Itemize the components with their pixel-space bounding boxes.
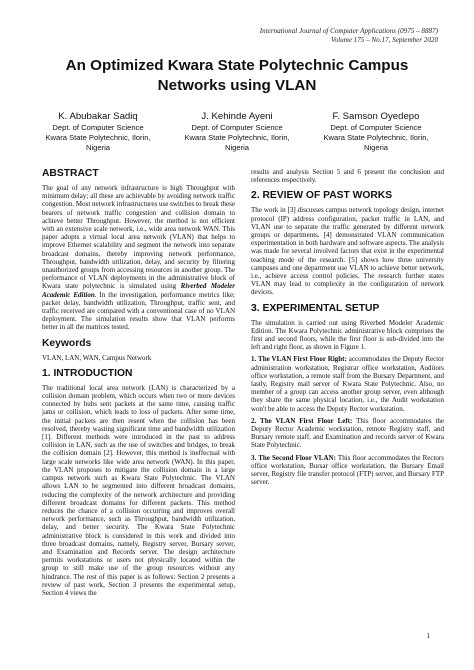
- review-text: The work in [3] discusses campus network topology design, internet protocol (IP) address configuration, packet traffic in LAN, and VLAN use to separate the traffic generated by different network groups or departments. [4] demonstrated VLAN communication experimentation in both hardware and software aspects. The analysis was made for several involved factors that exist in the experimental teaching mode of the research. [5] shows how three university campuses and one department use VLAN to achieve better network, i.e., achieve access control policies. The research further states VLAN may lead to complexity in the configuration of network devices.: [251, 206, 444, 297]
- author-dept: Dept. of Computer Science: [52, 123, 144, 132]
- author-country: Nigeria: [363, 143, 389, 152]
- introduction-text: The traditional local area network (LAN) is characterized by a collision domain problem, which occurs when two or more devices connected by hubs sent packets at the same time, causing traffic jams or collision, which leads to loss of packets. After some time, the initial packets are then resent when the collision has been resolved, thereby wasting significant time and bandwidth utilization [1]. Different methods were introduced in the past to address collision in LAN, such as the use of switches and bridges, to break the collision domain [2]. However, this method is ineffectual with large scale networks like wide area network (WAN). In this paper, the VLAN proposes to mitigate the collision domain in a large campus network such as Kwara State Polytechnic. The VLAN allows LAN to be segmented into different broadcast domains, reducing the complexity of the network architecture and providing different broadcast domains for different packets. This method reduces the chance of a collision occurring and improves overall network performance, such as Throughput, bandwidth utilization, delay, and better security. The Kwara State Polytechnic administrative block is considered in this work and divided into three broadcast domains, namely, Registry server, Bursary server, and Examination and Records server. The design architecture permits workstations or users not physically located within the group to still make use of the group resources without any hindrance. The rest of this paper is as follows: Section 2 presents a review of past work, Section 3 presents the experimental setup, Section 4 views the: [42, 383, 235, 597]
- journal-name: International Journal of Computer Applications (0975 – 8887): [259, 27, 438, 35]
- abstract-text-part: . In the investigation, performance metrics like; packet delay, bandwidth utilization, Throughput, traffic sent, and traffic received are compared with a conventional case of no VLAN deployment. The simulation results show that VLAN performs better in all the matrices tested.: [42, 290, 235, 332]
- paper-title: [0, 56, 474, 96]
- keywords-heading: Keywords: [42, 337, 92, 349]
- setup-intro-text: The simulation is carried out using Riverbed Modeler Academic Edition. The Kwara Polytechnic administrative block comprises the first and second floors, while the first floor is sub-divided into the left and right floor, as shown in Figure 1.: [251, 318, 444, 352]
- setup-item-label: 2. The VLAN First Floor Left:: [251, 416, 353, 425]
- introduction-heading: 1. INTRODUCTION: [42, 367, 133, 379]
- setup-heading: 3. EXPERIMENTAL SETUP: [251, 302, 380, 314]
- journal-volume: Volume 175 – No.17, September 2020: [331, 36, 438, 44]
- author-2: [167, 110, 307, 153]
- introduction-continued-text: results and analysis Section 5 and 6 present the conclusion and references respectively.: [251, 168, 444, 185]
- abstract-heading: ABSTRACT: [42, 168, 99, 179]
- author-1: [28, 110, 168, 153]
- setup-item-text: This floor accommodates the Deputy Rector Academic workstation, remote Registry staff, and Bursary remote staff, and Examination and records server of Kwara State Polytechnic.: [251, 416, 444, 450]
- author-name: K. Abubakar Sadiq: [58, 111, 138, 122]
- author-3: [306, 110, 446, 153]
- setup-item-first-floor-right: [251, 355, 444, 412]
- author-country: Nigeria: [224, 143, 250, 152]
- abstract-text-part: The goal of any network infrastructure is high Throughput with minimum delay; all these are achievable by avoiding network traffic congestion. Most network infrastructures use switches to break these bearers of network traffic congestion and collision domain to achieve better Throughput. However, the method is not efficient with an extensive scale network, i.e., wide area network WAN. This paper adopts a virtual local area network (VLAN) that helps to improve Ethernet scalability and segment the network into separate broadcast domains, thereby improving network performance, Throughput, bandwidth utilization, delay, and security by filtering unauthorized groups from accessing resources in another group. The performance of VLAN deployments in the administrative block of Kwara state polytechnic is simulated using: [42, 184, 235, 291]
- setup-item-text: accommodates the Deputy Rector administration workstation, Registrar office workstation, Auditors office workstation, a remote staff from the Bursary Department, and lastly, Registry mail server of Kwara State Polytechnic. Also, no member of a group can access another group server, even although they share the same physical location, i.e., the Audit workstation won't be able to access the Deputy Rector workstation.: [251, 355, 444, 413]
- setup-item-text: This floor accommodates the Rectors office workstation, Bursar office workstation, the Bursary Email server, Registry file transfer protocol (FTP) server, and Bursary FTP server.: [251, 453, 444, 487]
- review-heading: 2. REVIEW OF PAST WORKS: [251, 190, 393, 202]
- author-institution: Kwara State Polytechnic, Ilorin,: [184, 133, 290, 142]
- keywords-text: VLAN, LAN, WAN, Campus Network: [42, 353, 152, 362]
- author-dept: Dept. of Computer Science: [330, 123, 422, 132]
- journal-header: [260, 27, 438, 45]
- title-line-2: Networks using VLAN: [157, 77, 317, 94]
- abstract-emphasis: Riverbed Modeler Academic Edition: [42, 282, 235, 299]
- author-dept: Dept. of Computer Science: [191, 123, 283, 132]
- author-country: Nigeria: [85, 143, 111, 152]
- title-line-1: An Optimized Kwara State Polytechnic Campus: [65, 57, 409, 74]
- setup-item-second-floor: [251, 454, 444, 487]
- setup-item-label: 3. The Second Floor VLAN:: [251, 453, 336, 462]
- left-column: [42, 168, 235, 601]
- setup-item-label: 1. The VLAN First Floor Right:: [251, 355, 347, 364]
- page-number: 1: [426, 632, 430, 640]
- author-institution: Kwara State Polytechnic, Ilorin,: [323, 133, 429, 142]
- setup-item-first-floor-left: [251, 417, 444, 450]
- author-name: F. Samson Oyedepo: [332, 111, 420, 122]
- author-institution: Kwara State Polytechnic, Ilorin,: [45, 133, 151, 142]
- abstract-text: [42, 184, 235, 332]
- author-name: J. Kehinde Ayeni: [201, 111, 273, 122]
- right-column: [251, 168, 444, 491]
